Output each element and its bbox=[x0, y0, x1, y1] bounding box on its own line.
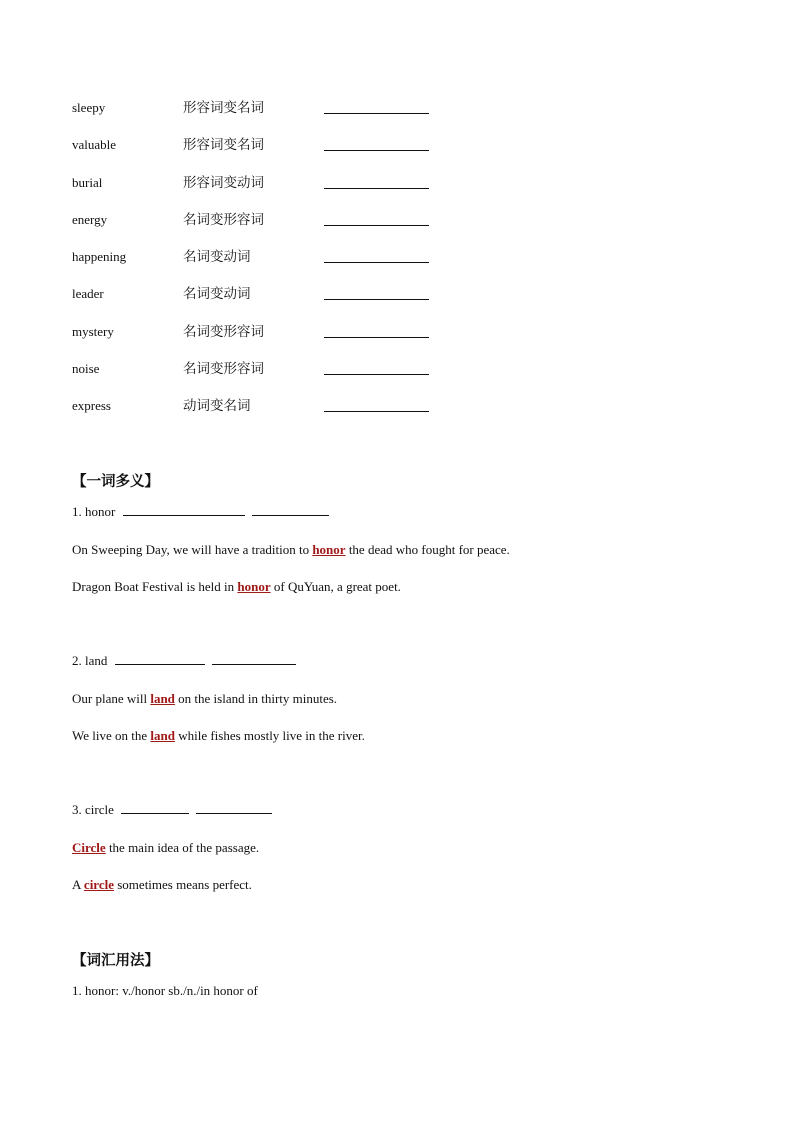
item-label-text: 1. honor bbox=[72, 504, 116, 519]
answer-blank[interactable] bbox=[324, 323, 429, 338]
word: noise bbox=[72, 361, 100, 376]
sentence-text: Dragon Boat Festival is held in bbox=[72, 579, 238, 594]
answer-blank[interactable] bbox=[212, 652, 296, 665]
transformation-hint: 名词变动词 bbox=[183, 286, 251, 302]
word: sleepy bbox=[72, 100, 106, 115]
example-sentence bbox=[72, 839, 259, 857]
sentence-text: We live on the bbox=[72, 728, 151, 743]
example-sentence bbox=[72, 541, 510, 559]
answer-blank[interactable] bbox=[196, 801, 272, 814]
answer-blank[interactable] bbox=[121, 801, 189, 814]
item-label-text: 3. circle bbox=[72, 802, 114, 817]
item-label-text: 2. land bbox=[72, 653, 108, 668]
transformation-hint: 名词变动词 bbox=[183, 249, 251, 265]
answer-blank[interactable] bbox=[115, 652, 205, 665]
key-word: land bbox=[150, 691, 175, 706]
transformation-hint: 形容词变名词 bbox=[183, 137, 264, 153]
answer-blank[interactable] bbox=[252, 503, 329, 516]
polysemy-heading: 【一词多义】 bbox=[72, 474, 159, 490]
answer-blank[interactable] bbox=[324, 211, 429, 226]
answer-blank[interactable] bbox=[324, 397, 429, 412]
sentence-text: of QuYuan, a great poet. bbox=[270, 579, 401, 594]
word: happening bbox=[72, 249, 127, 264]
sentence-text: the main idea of the passage. bbox=[105, 840, 260, 855]
answer-blank[interactable] bbox=[324, 360, 429, 375]
example-sentence bbox=[72, 690, 337, 708]
sentence-text: On Sweeping Day, we will have a tradition to bbox=[72, 542, 313, 557]
sentence-text: Our plane will bbox=[72, 691, 151, 706]
key-word: honor bbox=[237, 579, 271, 594]
usage-heading: 【词汇用法】 bbox=[72, 953, 159, 969]
answer-blank[interactable] bbox=[324, 285, 429, 300]
sentence-text: the dead who fought for peace. bbox=[345, 542, 510, 557]
answer-blank[interactable] bbox=[324, 174, 429, 189]
key-word: land bbox=[150, 728, 175, 743]
sentence-text: while fishes mostly live in the river. bbox=[174, 728, 365, 743]
word: express bbox=[72, 398, 111, 413]
word: mystery bbox=[72, 324, 114, 339]
answer-blank[interactable] bbox=[324, 99, 429, 114]
key-word: honor bbox=[312, 542, 346, 557]
word: burial bbox=[72, 175, 103, 190]
transformation-hint: 名词变形容词 bbox=[183, 212, 264, 228]
answer-blank[interactable] bbox=[123, 503, 245, 516]
answer-blank[interactable] bbox=[324, 136, 429, 151]
word: leader bbox=[72, 286, 104, 301]
example-sentence bbox=[72, 578, 401, 596]
answer-blank[interactable] bbox=[324, 248, 429, 263]
transformation-hint: 形容词变名词 bbox=[183, 100, 264, 116]
example-sentence bbox=[72, 876, 252, 894]
sentence-text: A bbox=[72, 877, 84, 892]
sentence-text: sometimes means perfect. bbox=[114, 877, 252, 892]
transformation-hint: 名词变形容词 bbox=[183, 361, 264, 377]
example-sentence bbox=[72, 727, 365, 745]
key-word: circle bbox=[83, 877, 114, 892]
transformation-hint: 形容词变动词 bbox=[183, 175, 264, 191]
item-label bbox=[72, 652, 296, 670]
word: energy bbox=[72, 212, 108, 227]
key-word: Circle bbox=[72, 840, 106, 855]
word: valuable bbox=[72, 137, 117, 152]
usage-line: 1. honor: v./honor sb./n./in honor of bbox=[72, 983, 258, 998]
transformation-hint: 动词变名词 bbox=[183, 398, 251, 414]
item-label bbox=[72, 801, 272, 819]
transformation-hint: 名词变形容词 bbox=[183, 324, 264, 340]
sentence-text: on the island in thirty minutes. bbox=[174, 691, 338, 706]
item-label bbox=[72, 503, 329, 521]
